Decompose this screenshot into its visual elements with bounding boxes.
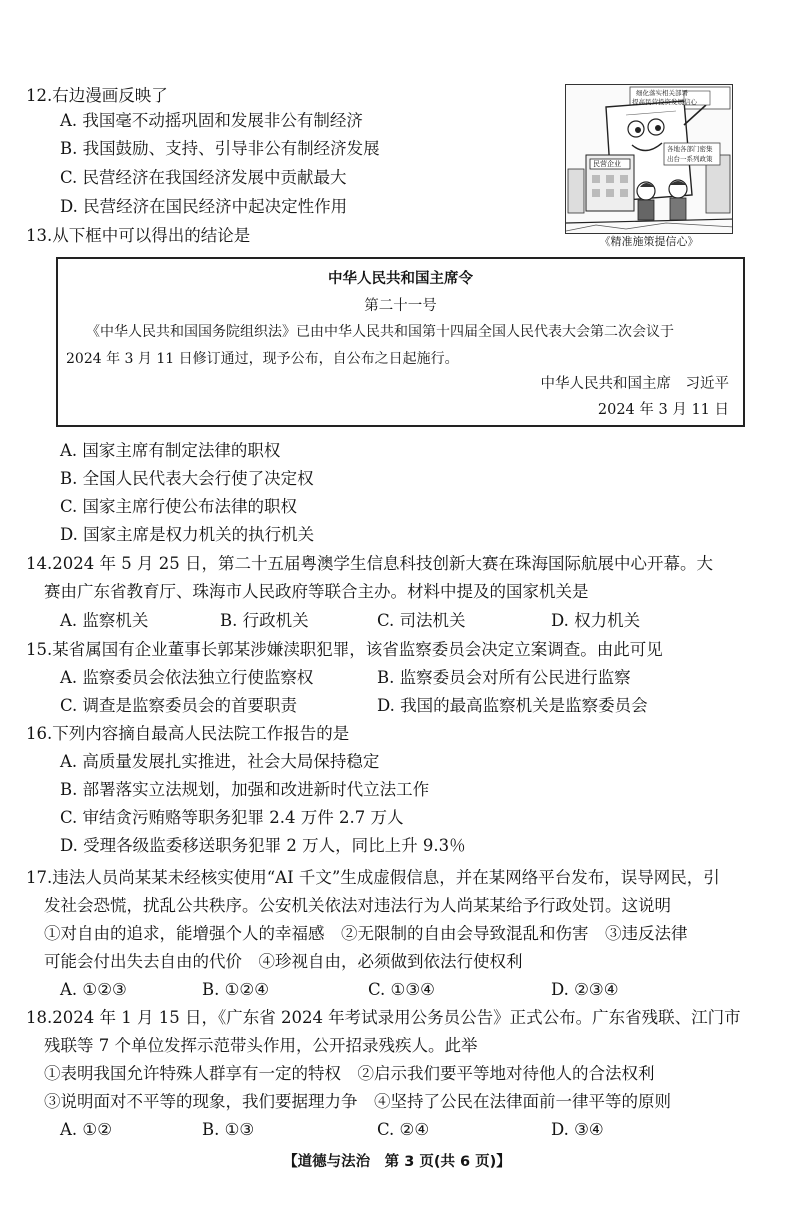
q15-line-1: 15.某省属国有企业董事长郭某涉嫌渎职犯罪，该省监察委员会决定立案调查。由此可见 bbox=[26, 640, 663, 659]
decree-sign: 中华人民共和国主席 习近平 bbox=[540, 376, 729, 392]
q16-option-b: B. 部署落实立法规划，加强和改进新时代立法工作 bbox=[60, 780, 430, 799]
q18-line-1: 18.2024 年 1 月 15 日，《广东省 2024 年考试录用公务员公告》正式公布。广东省残联、江门市 bbox=[26, 1008, 741, 1027]
decree-body-2: 2024 年 3 月 11 日修订通过，现予公布，自公布之日起施行。 bbox=[66, 351, 459, 367]
q13-option-a: A. 国家主席有制定法律的职权 bbox=[60, 441, 281, 460]
decree-date: 2024 年 3 月 11 日 bbox=[597, 402, 729, 418]
q16-option-c: C. 审结贪污贿赂等职务犯罪 2.4 万件 2.7 万人 bbox=[60, 808, 404, 827]
q13-stem: 13.从下框中可以得出的结论是 bbox=[26, 226, 251, 245]
q18-option-c: C. ②④ bbox=[377, 1120, 430, 1139]
decree-number: 第二十一号 bbox=[364, 298, 437, 314]
q14-option-c: C. 司法机关 bbox=[377, 611, 466, 630]
q16-line-1: 16.下列内容摘自最高人民法院工作报告的是 bbox=[26, 724, 350, 743]
q14-line-1: 14.2024 年 5 月 25 日，第二十五届粤澳学生信息科技创新大赛在珠海国际航展中心开幕。大 bbox=[26, 554, 713, 573]
q17-option-d: D. ②③④ bbox=[551, 980, 619, 999]
q14-option-a: A. 监察机关 bbox=[60, 611, 149, 630]
q15-option-c: C. 调查是监察委员会的首要职责 bbox=[60, 696, 298, 715]
q17-line-1: 17.违法人员尚某某未经核实使用“AI 千文”生成虚假信息，并在某网络平台发布，误导网民，引 bbox=[26, 868, 720, 887]
decree-box bbox=[56, 257, 745, 427]
q13-option-c: C. 国家主席行使公布法律的职权 bbox=[60, 497, 298, 516]
q15-option-d: D. 我国的最高监察机关是监察委员会 bbox=[377, 696, 648, 715]
q15-option-a: A. 监察委员会依法独立行使监察权 bbox=[60, 668, 314, 687]
q15-option-b: B. 监察委员会对所有公民进行监察 bbox=[377, 668, 631, 687]
cartoon-image bbox=[565, 84, 733, 234]
cartoon-bubble-4: 出台一系列政策 bbox=[667, 155, 713, 163]
q14-line-2: 赛由广东省教育厅、珠海市人民政府等联合主办。材料中提及的国家机关是 bbox=[44, 582, 589, 601]
q17-option-b: B. ①②④ bbox=[202, 980, 269, 999]
cartoon-bubble-2: 提高民营投资发展信心 bbox=[632, 98, 697, 106]
q12-option-c: C. 民营经济在我国经济发展中贡献最大 bbox=[60, 168, 347, 187]
page-footer: 【道德与法治 第 3 页(共 6 页)】 bbox=[283, 1154, 511, 1170]
q17-line-4: 可能会付出失去自由的代价 ④珍视自由，必须做到依法行使权利 bbox=[44, 952, 523, 971]
cartoon-bubble-1: 细化落实相关部署 bbox=[636, 89, 688, 97]
q16-option-a: A. 高质量发展扎实推进，社会大局保持稳定 bbox=[60, 752, 380, 771]
q14-option-b: B. 行政机关 bbox=[220, 611, 309, 630]
q18-option-d: D. ③④ bbox=[551, 1120, 604, 1139]
cartoon-caption: 《精准施策提信心》 bbox=[599, 235, 699, 248]
q17-option-c: C. ①③④ bbox=[368, 980, 435, 999]
decree-title: 中华人民共和国主席令 bbox=[328, 270, 473, 287]
q18-line-4: ③说明面对不平等的现象，我们要据理力争 ④坚持了公民在法律面前一律平等的原则 bbox=[44, 1092, 671, 1111]
q18-option-b: B. ①③ bbox=[202, 1120, 255, 1139]
q16-option-d: D. 受理各级监委移送职务犯罪 2 万人，同比上升 9.3％ bbox=[60, 836, 466, 855]
q12-option-d: D. 民营经济在国民经济中起决定性作用 bbox=[60, 197, 348, 216]
q12-option-a: A. 我国毫不动摇巩固和发展非公有制经济 bbox=[60, 111, 363, 130]
q18-line-2: 残联等 7 个单位发挥示范带头作用，公开招录残疾人。此举 bbox=[44, 1036, 478, 1055]
q13-option-b: B. 全国人民代表大会行使了决定权 bbox=[60, 469, 314, 488]
q17-line-3: ①对自由的追求，能增强个人的幸福感 ②无限制的自由会导致混乱和伤害 ③违反法律 bbox=[44, 924, 688, 943]
q13-option-d: D. 国家主席是权力机关的执行机关 bbox=[60, 525, 315, 544]
q17-line-2: 发社会恐慌，扰乱公共秩序。公安机关依法对违法行为人尚某某给予行政处罚。这说明 bbox=[44, 896, 671, 915]
q18-option-a: A. ①② bbox=[60, 1120, 112, 1139]
q17-option-a: A. ①②③ bbox=[60, 980, 127, 999]
decree-body-1: 《中华人民共和国国务院组织法》已由中华人民共和国第十四届全国人民代表大会第二次会议于 bbox=[86, 324, 674, 340]
q14-option-d: D. 权力机关 bbox=[551, 611, 641, 630]
q12-option-b: B. 我国鼓励、支持、引导非公有制经济发展 bbox=[60, 139, 380, 158]
q12-stem: 12.右边漫画反映了 bbox=[26, 86, 168, 105]
q18-line-3: ①表明我国允许特殊人群享有一定的特权 ②启示我们要平等地对待他人的合法权利 bbox=[44, 1064, 655, 1083]
cartoon-building-sign: 民营企业 bbox=[593, 160, 621, 168]
cartoon-bubble-3: 各地各部门密集 bbox=[667, 145, 713, 153]
